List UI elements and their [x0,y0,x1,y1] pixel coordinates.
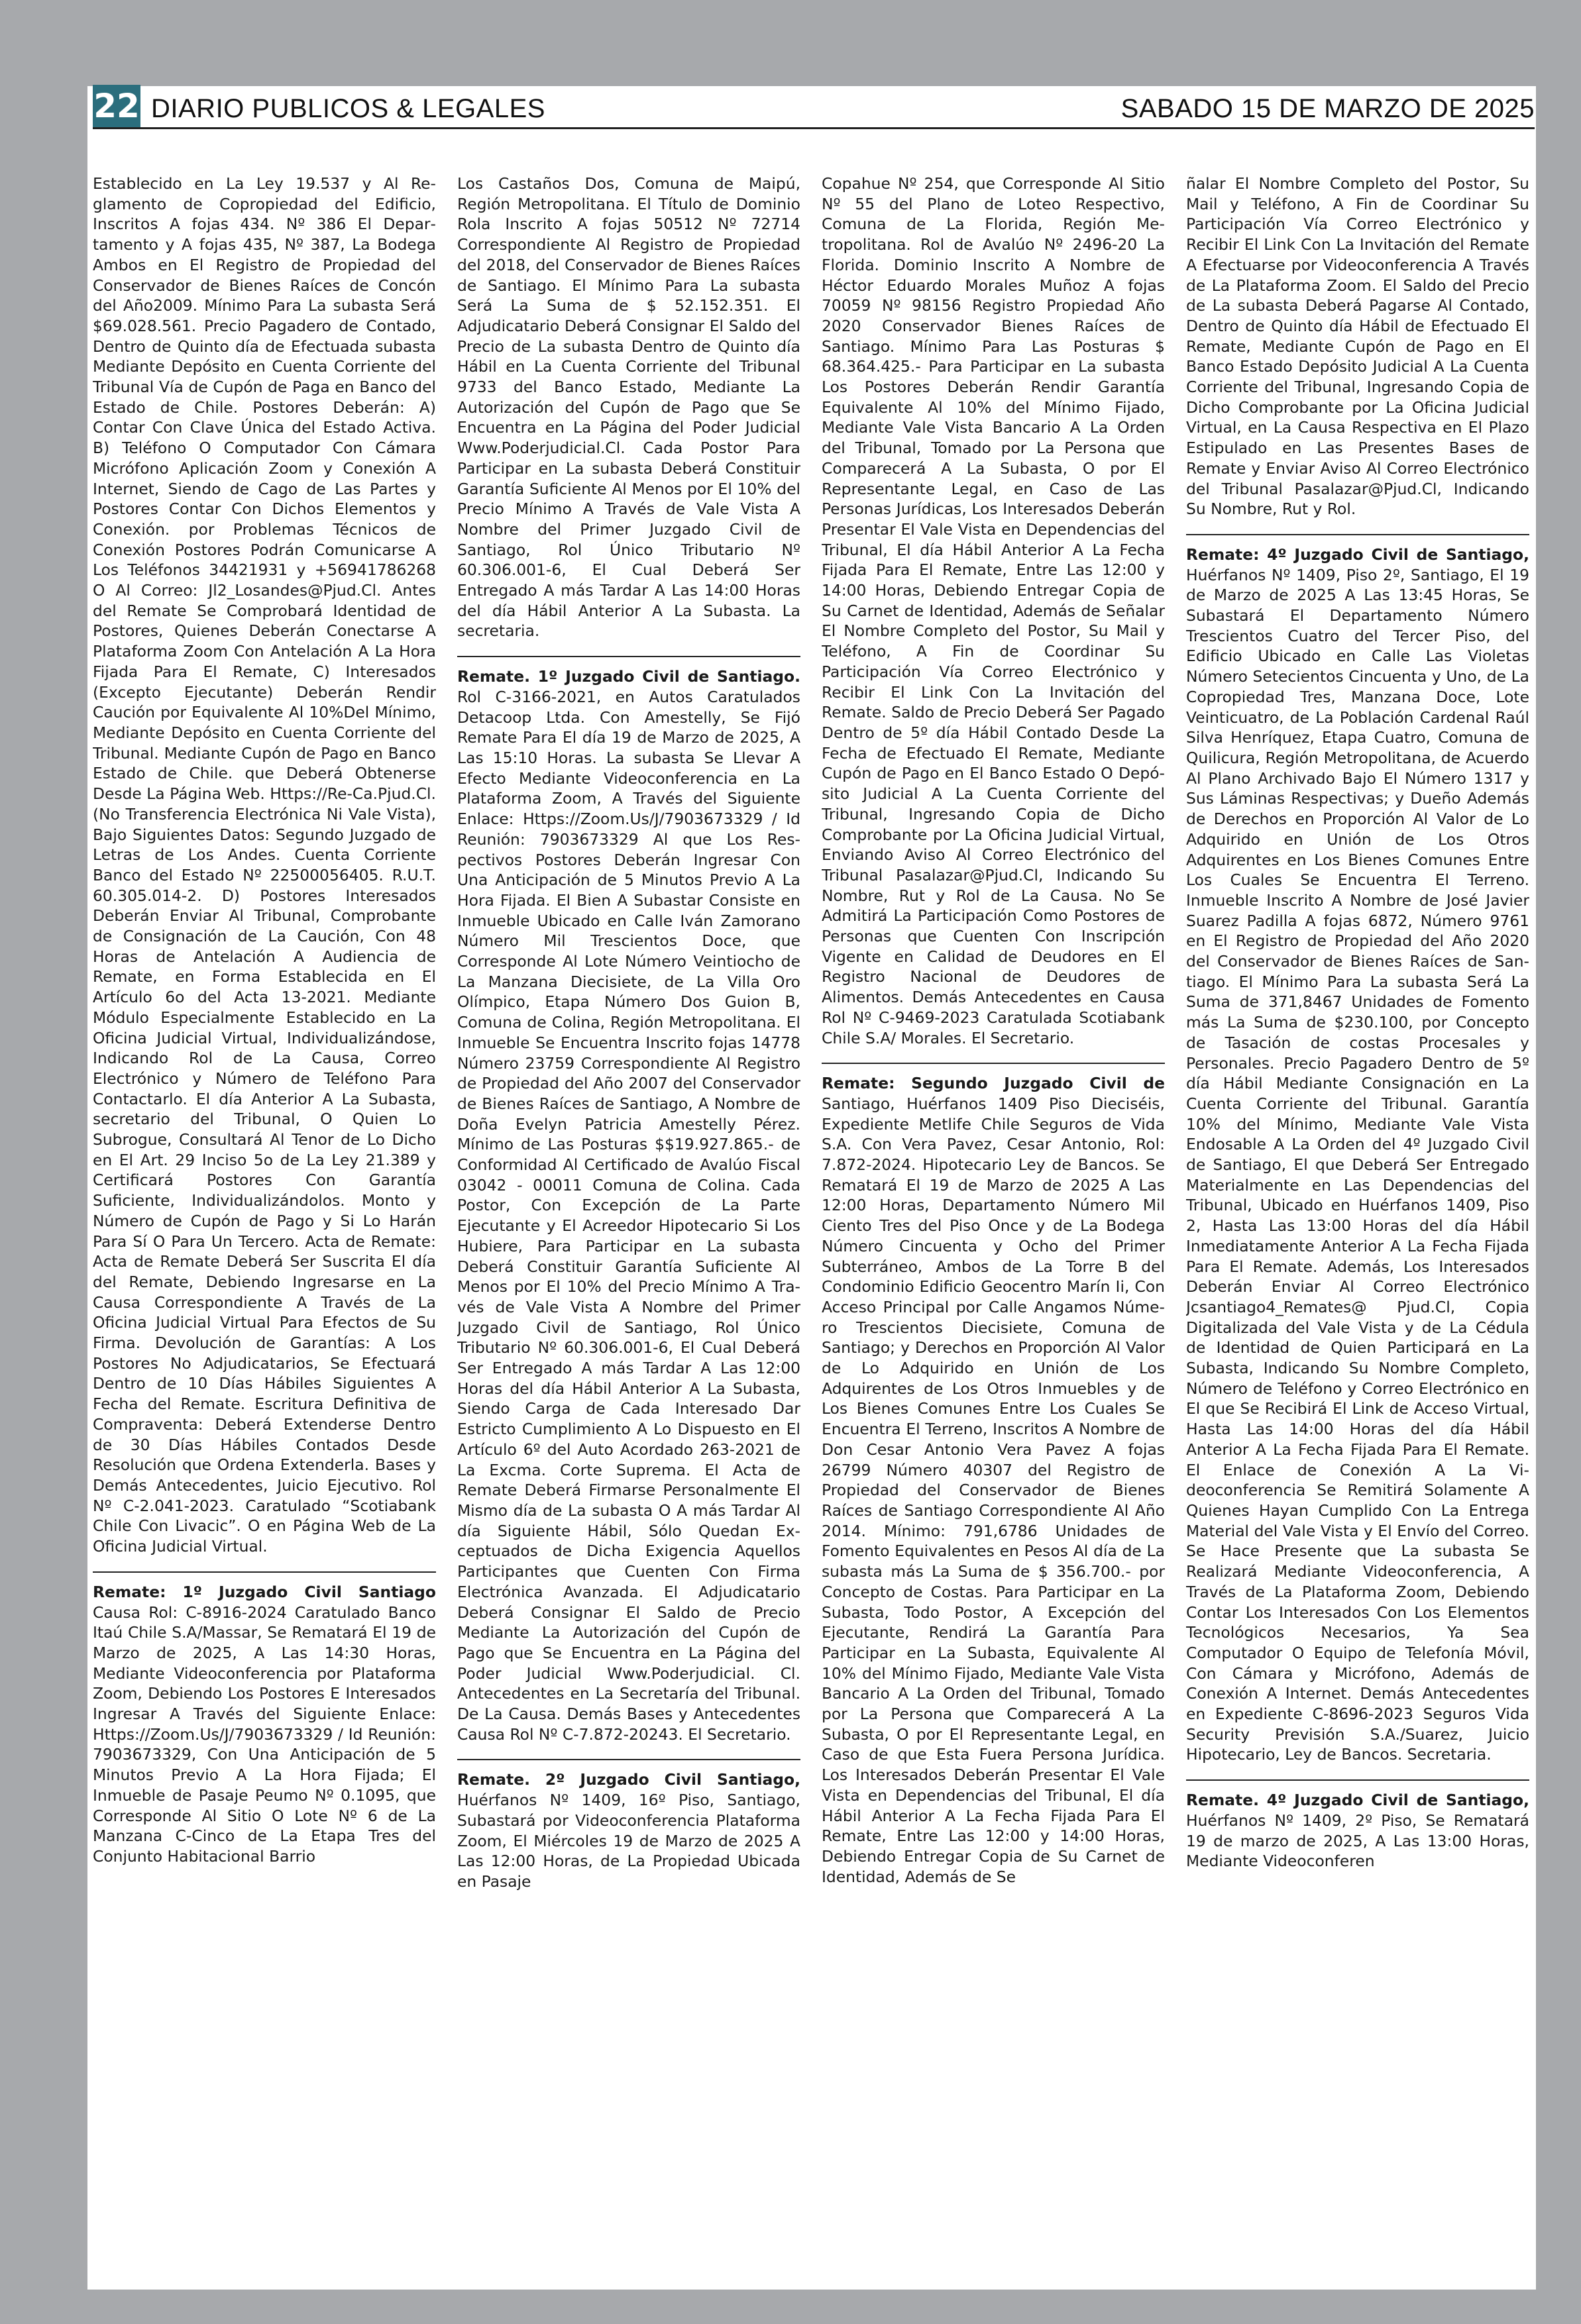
notice-remate [93,1582,436,1867]
header-rule [93,127,1535,129]
column-2 [457,174,800,2267]
notice-separator [457,656,800,657]
notice-heading: Remate: 4º Juzgado Civil de Santiago, [1186,545,1529,564]
notice-body: Santiago, Huérfanos 1409 Piso Dieciséis, Expediente Metlife Chile Seguros de Vida S.A. Con Vera Pavez, Cesar Antonio, Rol: 7.872-2024. Hipotecario Ley de Bancos. Se Rematará El 19 de Marzo de 2025 A Las 12:00 Horas, Departamento Número Mil Ciento Tres del Piso Once y de La Bodega Número Cincuenta y Ocho del Primer Subterráneo, Ambos de La Torre B del Condominio Edificio Geocentro Marín Ii, Con Acceso Principal por Calle Angamos Número Trescientos Diecisiete, Comuna de Santiago; y Derechos en Proporción Al Valor de Lo Adquirido en Unión de Los Adquirentes de Los Otros Inmuebles y de Los Bienes Comunes Entre Los Cuales Se Encuentra El Terreno, Inscritos A Nombre de Don Cesar Antonio Vera Pavez A fojas 26799 Número 40307 del Registro de Propiedad del Conservador de Bienes Raíces de Santiago Correspondiente Al Año 2014. Mínimo: 791,6786 Unidades de Fomento Equivalentes en Pesos Al día de La subasta más La Suma de $ 356.700.- por Concepto de Costas. Para Participar en La Subasta, Todo Postor, A Excepción del Ejecutante, Rendirá La Garantía Para Participar en La Subasta, Equivalente Al 10% del Mínimo Fijado, Mediante Vale Vista Bancario A La Orden del Tribunal, Tomado por La Persona que Comparecerá A La Subasta, O por El Representante Legal, en Caso de que Esta Fuera Persona Jurídica. Los Interesados Deberán Presentar El Vale Vista en Dependencias del Tribunal, El día Hábil Anterior A La Fecha Fijada Para El Remate, Entre Las 12:00 y 14:00 Horas, Debiendo Entregar Copia de Su Carnet de Identidad, Además de Se [822,1094,1165,1886]
notice-separator [93,1571,436,1573]
column-1 [93,174,436,2267]
notice-body: Causa Rol: C-8916-2024 Caratulado Banco Itaú Chile S.A/Massar, Se Rematará El 19 de Marzo de 2025, A Las 14:30 Horas, Mediante Videoconferencia por Plataforma Zoom, Debiendo Los Postores E Interesados Ingresar A Través del Siguiente Enlace: Https://Zoom.Us/J/7903673329 / Id Reunión: 7903673329, Con Una Anticipación de 5 Minutos Previo A La Hora Fijada; El Inmueble de Pasaje Peumo Nº 0.1095, que Corresponde Al Sitio O Lote Nº 6 de La Manzana C-Cinco de La Etapa Tres del Conjunto Habitacional Barrio [93,1603,436,1866]
page-number: 22 [93,85,140,127]
notice-remate [1186,1790,1529,1872]
notice-separator [1186,534,1529,535]
notice-body: Huérfanos Nº 1409, 2º Piso, Se Rematará 19 de marzo de 2025, A Las 13:00 Horas, Mediante Videoconferen [1186,1811,1529,1871]
notice-separator [822,1063,1165,1064]
notice-continued [93,174,436,1557]
notice-heading: Remate. 1º Juzgado Civil de Santiago. [457,667,800,686]
notice-body: Copahue Nº 254, que Corresponde Al Sitio Nº 55 del Plano de Loteo Respectivo, Comuna de La Florida, Región Metropolitana. Rol de Avalúo Nº 2496-20 La Florida. Dominio Inscrito A Nombre de Héctor Eduardo Morales Muñoz A fojas 70059 Nº 98156 Registro Propiedad Año 2020 Conservador Bienes Raíces de Santiago. Mínimo Para Las Posturas $ 68.364.425.- Para Participar en La subasta Los Postores Deberán Rendir Garantía Equivalente Al 10% del Mínimo Fijado, Mediante Vale Vista Bancario A La Orden del Tribunal, Tomado por La Persona que Comparecerá A La Subasta, O por El Representante Legal, en Caso de Las Personas Jurídicas, Los Interesados Deberán Presentar El Vale Vista en Dependencias del Tribunal, El día Hábil Anterior A La Fecha Fijada Para El Remate, Entre Las 12:00 y 14:00 Horas, Debiendo Entregar Copia de Su Carnet de Identidad, Además de Señalar El Nombre Completo del Postor, Su Mail y Teléfono, A Fin de Coordinar Su Participación Vía Correo Electrónico y Recibir El Link Con La Invitación del Remate. Saldo de Precio Deberá Ser Pagado Dentro de 5º día Hábil Contado Desde La Fecha de Efectuado El Remate, Mediante Cupón de Pago en El Banco Estado O Depósito Judicial A La Cuenta Corriente del Tribunal, Ingresando Copia de Dicho Comprobante por La Oficina Judicial Virtual, Enviando Aviso Al Correo Electrónico del Tribunal Pasalazar@Pjud.Cl, Indicando Su Nombre, Rut y Rol de La Causa. No Se Admitirá La Participación Como Postores de Personas que Cuenten Con Inscripción Vigente en Calidad de Deudores en El Registro Nacional de Deudores de Alimentos. Demás Antecedentes en Causa Rol Nº C-9469-2023 Caratulada Scotiabank Chile S.A/ Morales. El Secretario. [822,174,1165,1047]
notice-separator [1186,1779,1529,1781]
notice-remate [457,666,800,1744]
notice-continued [822,174,1165,1048]
notice-body: Rol C-3166-2021, en Autos Caratulados Detacoop Ltda. Con Amestelly, Se Fijó Remate Para El día 19 de Marzo de 2025, A Las 15:10 Horas. La subasta Se Llevar A Efecto Mediante Videoconferencia en La Plataforma Zoom, A Través del Siguiente Enlace: Https://Zoom.Us/J/7903673329 / Id Reunión: 7903673329 Al que Los Respectivos Postores Deberán Ingresar Con Una Anticipación de 5 Minutos Previo A La Hora Fijada. El Bien A Subastar Consiste en Inmueble Ubicado en Calle Iván Zamorano Número Mil Trescientos Doce, que Corresponde Al Lote Número Veintiocho de La Manzana Diecisiete, de La Villa Oro Olímpico, Etapa Número Dos Guion B, Comuna de Colina, Región Metropolitana. El Inmueble Se Encuentra Inscrito fojas 14778 Número 23759 Correspondiente Al Registro de Propiedad del Año 2007 del Conservador de Bienes Raíces de Santiago, A Nombre de Doña Evelyn Patricia Amestelly Pérez. Mínimo de Las Posturas $$19.927.865.- de Conformidad Al Certificado de Avalúo Fiscal 03042 - 00011 Comuna de Colina. Cada Postor, Con Excepción de La Parte Ejecutante y El Acreedor Hipotecario Si Los Hubiere, Para Participar en La subasta Deberá Constituir Garantía Suficiente Al Menos por El 10% del Precio Mínimo A Través de Vale Vista A Nombre del Primer Juzgado Civil de Santiago, Rol Único Tributario Nº 60.306.001-6, El Cual Deberá Ser Entregado A más Tardar A Las 12:00 Horas del día Hábil Anterior A La Subasta, Siendo Carga de Cada Interesado Dar Estricto Cumplimiento A Lo Dispuesto en El Artículo 6º del Auto Acordado 263-2021 de La Excma. Corte Suprema. El Acta de Remate Deberá Firmarse Personalmente El Mismo día de La subasta O A más Tardar Al día Siguiente Hábil, Sólo Quedan Exceptuados de Dicha Exigencia Aquellos Participantes que Cuenten Con Firma Electrónica Avanzada. El Adjudicatario Deberá Consignar El Saldo de Precio Mediante La Autorización del Cupón de Pago que Se Encuentra en La Página del Poder Judicial Www.Poderjudicial. Cl. Antecedentes en La Secretaría del Tribunal. De La Causa. Demás Bases y Antecedentes Causa Rol Nº C-7.872-20243. El Secretario. [457,687,800,1744]
notice-remate [822,1073,1165,1887]
notice-separator [457,1759,800,1760]
notice-body: Huérfanos Nº 1409, 16º Piso, Santiago, Subastará por Videoconferencia Plataforma Zoom, El Miércoles 19 de Marzo de 2025 A Las 12:00 Horas, de La Propiedad Ubicada en Pasaje [457,1791,800,1891]
notice-body: Huérfanos Nº 1409, Piso 2º, Santiago, El 19 de Marzo de 2025 A Las 13:45 Horas, Se Subastará El Departamento Número Trescientos Cuatro del Tercer Piso, del Edificio Ubicado en Calle Las Violetas Número Setecientos Cincuenta y Uno, de La Copropiedad Tres, Manzana Doce, Lote Veinticuatro, de La Población Cardenal Raúl Silva Henríquez, Etapa Cuatro, Comuna de Quilicura, Región Metropolitana, de Acuerdo Al Plano Archivado Bajo El Número 1317 y Sus Láminas Respectivas; y Dueño Además de Derechos en Proporción Al Valor de Lo Adquirido en Unión de Los Otros Adquirentes en Los Bienes Comunes Entre Los Cuales Se Encuentra El Terreno. Inmueble Inscrito A Nombre de José Javier Suarez Padilla A fojas 6872, Número 9761 en El Registro de Propiedad del Año 2020 del Conservador de Bienes Raíces de Santiago. El Mínimo Para La subasta Será La Suma de 371,8467 Unidades de Fomento más La Suma de $230.100, por Concepto de Tasación de costas Procesales y Personales. Precio Pagadero Dentro de 5º día Hábil Mediante Consignación en La Cuenta Corriente del Tribunal. Garantía 10% del Mínimo, Mediante Vale Vista Endosable A La Orden del 4º Juzgado Civil de Santiago, El que Deberá Ser Entregado Materialmente en Las Dependencias del Tribunal, Ubicado en Huérfanos 1409, Piso 2, Hasta Las 13:00 Horas del día Hábil Inmediatamente Anterior A La Fecha Fijada Para El Remate. Además, Los Interesados Deberán Enviar Al Correo Electrónico Jcsantiago4_Remates@ Pjud.Cl, Copia Digitalizada del Vale Vista y de La Cédula de Identidad de Quien Participará en La Subasta, Indicando Su Nombre Completo, Número de Teléfono y Correo Electrónico en El que Se Recibirá El Link de Acceso Virtual, Hasta Las 14:00 Horas del día Hábil Anterior A La Fecha Fijada Para El Remate. El Enlace de Conexión A La Videoconferencia Se Remitirá Solamente A Quienes Hayan Cumplido Con La Entrega Material del Vale Vista y El Envío del Correo. Se Hace Presente que La subasta Se Realizará Mediante Videoconferencia, A Través de La Plataforma Zoom, Debiendo Contar Los Interesados Con Los Elementos Tecnológicos Necesarios, Ya Sea Computador O Equipo de Telefonía Móvil, Con Cámara y Micrófono, Además de Conexión A Internet. Demás Antecedentes en Expediente C-8696-2023 Seguros Vida Security Previsión S.A./Suarez, Juicio Hipotecario, Ley de Bancos. Secretaria. [1186,565,1529,1764]
page-header [93,85,1535,129]
notices-columns [93,174,1537,2267]
notice-body: ñalar El Nombre Completo del Postor, Su Mail y Teléfono, A Fin de Coordinar Su Participación Vía Correo Electrónico y Recibir El Link Con La Invitación del Remate A Efectuarse por Videoconferencia A Través de La Plataforma Zoom. El Saldo del Precio de La subasta Deberá Pagarse Al Contado, Dentro de Quinto día Hábil de Efectuado El Remate, Mediante Cupón de Pago en El Banco Estado Depósito Judicial A La Cuenta Corriente del Tribunal, Ingresando Copia de Dicho Comprobante por La Oficina Judicial Virtual, en La Causa Respectiva en El Plazo Estipulado en Las Presentes Bases de Remate y Enviar Aviso Al Correo Electrónico del Tribunal Pasalazar@Pjud.Cl, Indicando Su Nombre, Rut y Rol. [1186,174,1529,519]
notice-body: Establecido en La Ley 19.537 y Al Reglamento de Copropiedad del Edificio, Inscritos A fojas 434. Nº 386 El Departamento y A fojas 435, Nº 387, La Bodega Ambos en El Registro de Propiedad del Conservador de Bienes Raíces de Concón del Año2009. Mínimo Para La subasta Será $69.028.561. Precio Pagadero de Contado, Dentro de Quinto día de Efectuada subasta Mediante Depósito en Cuenta Corriente del Tribunal Vía de Cupón de Paga en Banco del Estado de Chile. Postores Deberán: A) Contar Con Clave Única del Estado Activa. B) Teléfono O Computador Con Cámara Micrófono Aplicación Zoom y Conexión A Internet, Siendo de Cago de Las Partes y Postores Contar Con Dichos Elementos y Conexión. por Problemas Técnicos de Conexión Postores Podrán Comunicarse A Los Teléfonos 34421931 y +56941786268 O Al Correo: Jl2_Losandes@Pjud.Cl. Antes del Remate Se Comprobará Identidad de Postores, Quienes Deberán Conectarse A Plataforma Zoom Con Antelación A La Hora Fijada Para El Remate, C) Interesados (Excepto Ejecutante) Deberán Rendir Caución por Equivalente Al 10%Del Mínimo, Mediante Depósito en Cuenta Corriente del Tribunal. Mediante Cupón de Pago en Banco Estado de Chile. que Deberá Obtenerse Desde La Página Web. Https://Re-Ca.Pjud.Cl. (No Transferencia Electrónica Ni Vale Vista), Bajo Siguientes Datos: Segundo Juzgado de Letras de Los Andes. Cuenta Corriente Banco del Estado Nº 22500056405. R.U.T. 60.305.014-2. D) Postores Interesados Deberán Enviar Al Tribunal, Comprobante de Consignación de La Caución, Con 48 Horas de Antelación A Audiencia de Remate, en Forma Establecida en El Artículo 6o del Acta 13-2021. Mediante Módulo Especialmente Establecido en La Oficina Judicial Virtual, Individualizándose, Indicando Rol de La Causa, Correo Electrónico y Número de Teléfono Para Contactarlo. El día Anterior A La Subasta, secretario del Tribunal, O Quien Lo Subrogue, Consultará Al Tenor de Lo Dicho en El Art. 29 Inciso 5o de La Ley 21.389 y Certificará Postores Con Garantía Suficiente, Individualizándolos. Monto y Número de Cupón de Pago y Si Lo Harán Para Sí O Para Un Tercero. Acta de Remate: Acta de Remate Deberá Ser Suscrita El día del Remate, Debiendo Ingresarse en La Causa Correspondiente A Través de La Oficina Judicial Virtual Para Efectos de Su Firma. Devolución de Garantías: A Los Postores No Adjudicatarios, Se Efectuará Dentro de 10 Días Hábiles Siguientes A Fecha del Remate. Escritura Definitiva de Compraventa: Deberá Extenderse Dentro de 30 Días Hábiles Contados Desde Resolución que Ordena Extenderla. Bases y Demás Antecedentes, Juicio Ejecutivo. Rol Nº C-2.041-2023. Caratulado “Scotiabank Chile Con Livacic”. O en Página Web de La Oficina Judicial Virtual. [93,174,436,1556]
notice-body: Los Castaños Dos, Comuna de Maipú, Región Metropolitana. El Título de Dominio Rola Inscrito A fojas 50512 Nº 72714 Correspondiente Al Registro de Propiedad del 2018, del Conservador de Bienes Raíces de Santiago. El Mínimo Para La subasta Será La Suma de $ 52.152.351. El Adjudicatario Deberá Consignar El Saldo del Precio de La subasta Dentro de Quinto día Hábil en La Cuenta Corriente del Tribunal 9733 del Banco Estado, Mediante La Autorización del Cupón de Pago que Se Encuentra en La Página del Poder Judicial Www.Poderjudicial.Cl. Cada Postor Para Participar en La subasta Deberá Constituir Garantía Suficiente Al Menos por El 10% del Precio Mínimo A Través de Vale Vista A Nombre del Primer Juzgado Civil de Santiago, Rol Único Tributario Nº 60.306.001-6, El Cual Deberá Ser Entregado A más Tardar A Las 14:00 Horas del día Hábil Anterior A La Subasta. La secretaria. [457,174,800,641]
notice-heading: Remate: Segundo Juzgado Civil de [822,1074,1165,1093]
notice-heading: Remate. 2º Juzgado Civil Santiago, [457,1770,800,1789]
notice-continued [1186,174,1529,519]
column-4 [1186,174,1529,2267]
notice-continued [457,174,800,641]
notice-heading: Remate. 4º Juzgado Civil de Santiago, [1186,1791,1529,1810]
newspaper-title: DIARIO PUBLICOS & LEGALES [151,94,545,123]
notice-remate [457,1769,800,1891]
notice-remate [1186,545,1529,1765]
column-3 [822,174,1165,2267]
issue-date: SABADO 15 DE MARZO DE 2025 [1120,94,1535,123]
notice-heading: Remate: 1º Juzgado Civil Santiago [93,1582,436,1601]
